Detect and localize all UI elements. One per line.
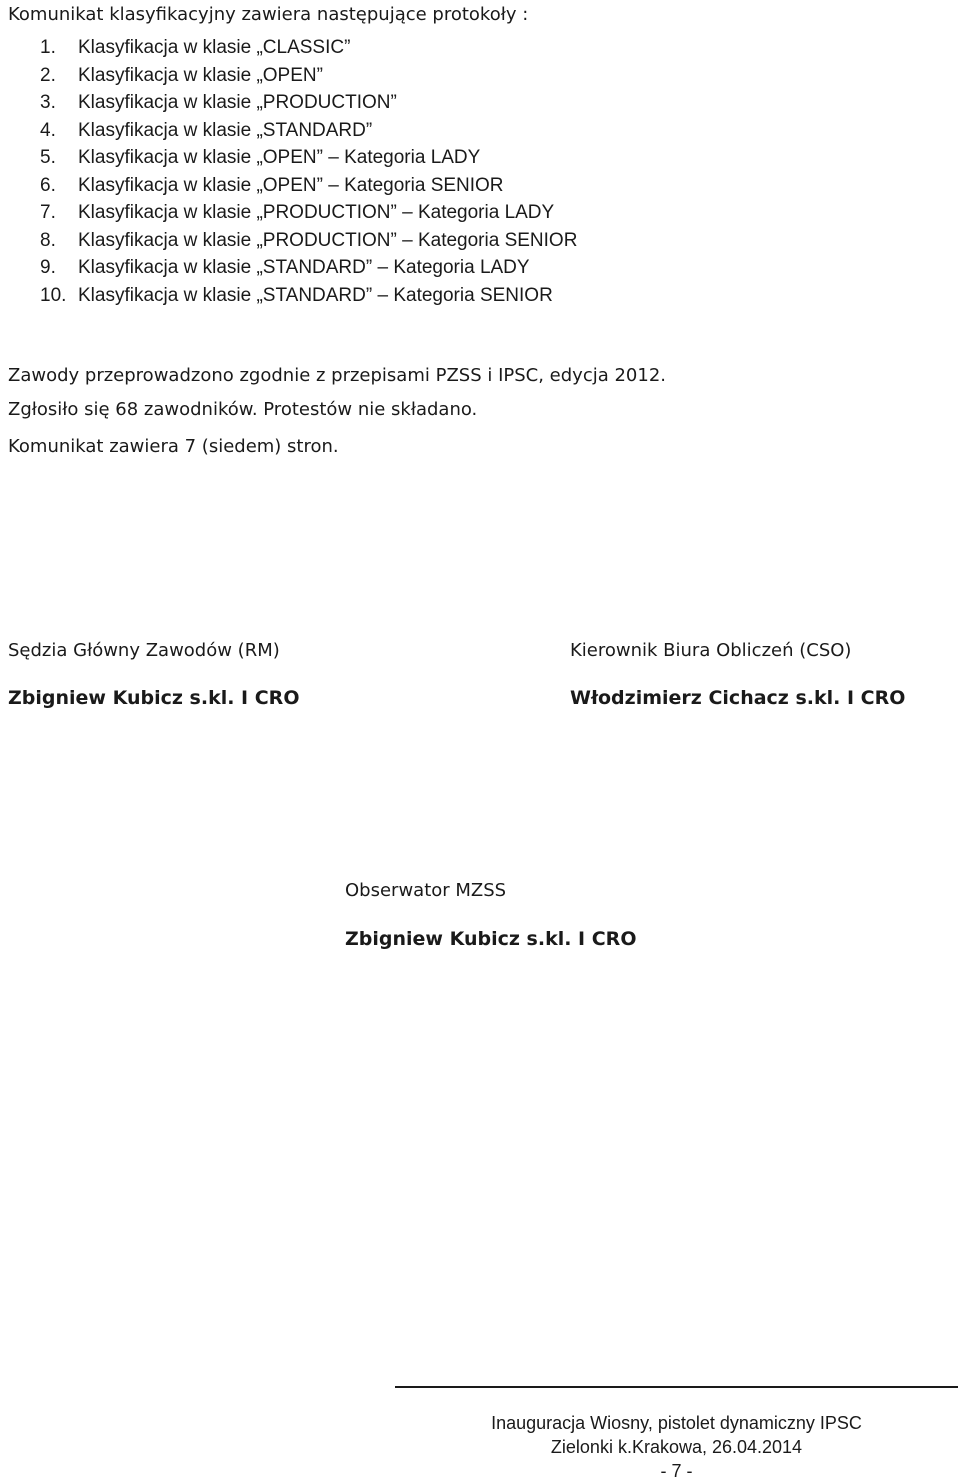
page-number: - 7 - [660, 1461, 693, 1481]
judge-role: Sędzia Główny Zawodów (RM) [8, 640, 280, 661]
pages-statement: Komunikat zawiera 7 (siedem) stron. [8, 436, 339, 457]
list-item [40, 172, 577, 200]
item-text: Klasyfikacja w klasie „OPEN” – Kategoria SENIOR [78, 174, 504, 196]
list-item [40, 144, 577, 172]
judge-name: Zbigniew Kubicz s.kl. I CRO [8, 687, 300, 709]
rules-statement: Zawody przeprowadzono zgodnie z przepisami PZSS i IPSC, edycja 2012. [8, 365, 667, 386]
item-number: 2. [40, 64, 56, 86]
footer-divider [395, 1386, 958, 1388]
item-number: 6. [40, 174, 56, 196]
item-text: Klasyfikacja w klasie „OPEN” – Kategoria LADY [78, 147, 481, 168]
item-text: Klasyfikacja w klasie „CLASSIC” [78, 37, 351, 58]
item-number: 7. [40, 202, 56, 223]
item-text: Klasyfikacja w klasie „PRODUCTION” [78, 92, 397, 113]
list-item [40, 34, 577, 62]
item-text: Klasyfikacja w klasie „PRODUCTION” – Kategoria LADY [78, 202, 555, 223]
footer-place-date: Zielonki k.Krakowa, 26.04.2014 [550, 1437, 803, 1457]
list-item [40, 282, 577, 310]
item-text: Klasyfikacja w klasie „STANDARD” – Kategoria SENIOR [78, 284, 553, 306]
entrants-statement: Zgłosiło się 68 zawodników. Protestów nie składano. [8, 399, 478, 420]
item-text: Klasyfikacja w klasie „PRODUCTION” – Kategoria SENIOR [78, 229, 578, 251]
footer-event: Inauguracja Wiosny, pistolet dynamiczny IPSC [491, 1413, 862, 1433]
item-number: 9. [40, 257, 56, 278]
item-number: 5. [40, 147, 56, 168]
office-role: Kierownik Biura Obliczeń (CSO) [570, 640, 852, 661]
protocol-list [40, 34, 577, 309]
item-number: 4. [40, 119, 56, 141]
item-text: Klasyfikacja w klasie „STANDARD” [78, 119, 373, 141]
intro-text: Komunikat klasyfikacyjny zawiera następujące protokoły : [8, 4, 529, 25]
item-text: Klasyfikacja w klasie „OPEN” [78, 64, 323, 86]
item-number: 1. [40, 37, 56, 58]
list-item [40, 227, 577, 255]
list-item [40, 254, 577, 282]
observer-name: Zbigniew Kubicz s.kl. I CRO [345, 928, 637, 950]
observer-role: Obserwator MZSS [345, 880, 507, 901]
list-item [40, 62, 577, 90]
list-item [40, 199, 577, 227]
item-number: 3. [40, 92, 56, 113]
list-item [40, 117, 577, 145]
office-name: Włodzimierz Cichacz s.kl. I CRO [570, 687, 906, 709]
list-item [40, 89, 577, 117]
item-number: 8. [40, 229, 56, 251]
item-text: Klasyfikacja w klasie „STANDARD” – Kategoria LADY [78, 257, 530, 278]
item-number: 10. [40, 284, 67, 306]
